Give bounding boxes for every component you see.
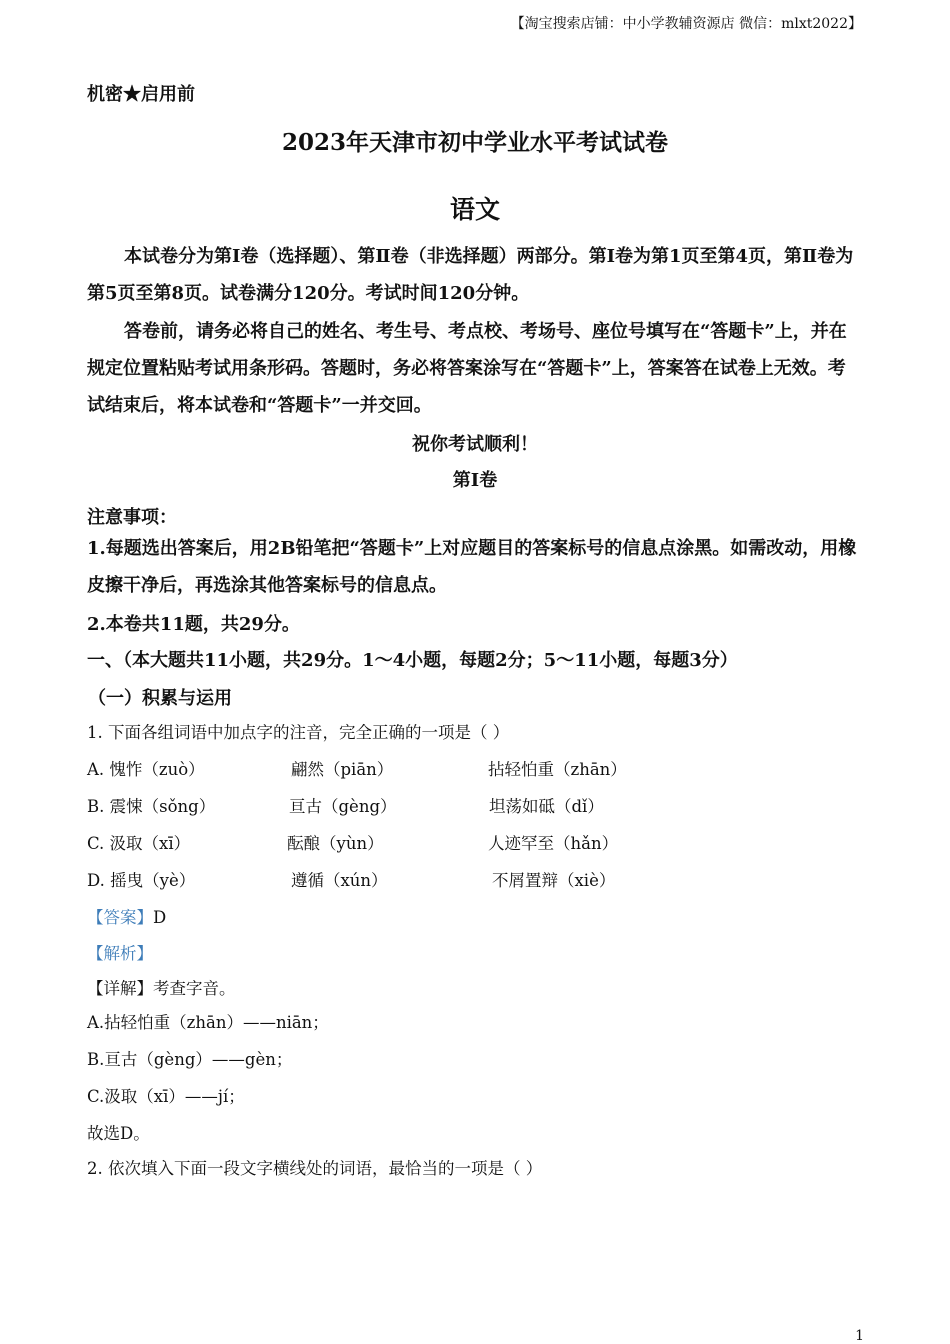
question-2-stem: 2. 依次填入下面一段文字横线处的词语，最恰当的一项是（ ） (87, 1159, 543, 1178)
option-c-word-1: C. 汲取（xī） (87, 834, 191, 853)
option-b-word-2: 亘古（gèng） (289, 797, 397, 816)
notice-item-1: 1.每题选出答案后，用2B铅笔把“答题卡”上对应题目的答案标号的信息点涂黑。如需改动，用橡皮擦干净后，再选涂其他答案标号的信息点。 (87, 538, 857, 596)
shop-header-note: 【淘宝搜索店铺：中小学教辅资源店 微信：mlxt2022】 (510, 16, 862, 32)
option-d-word-1: D. 摇曳（yè） (87, 871, 196, 890)
option-d-word-2: 遵循（xún） (291, 871, 388, 890)
conclusion-line: 故选D。 (87, 1124, 150, 1143)
option-b-word-3: 坦荡如砥（dǐ） (489, 797, 604, 816)
volume-heading: 第Ⅰ卷 (452, 470, 498, 491)
answer-line (87, 904, 166, 928)
exam-title: 2023年天津市初中学业水平考试试卷 (281, 129, 668, 156)
good-luck-line: 祝你考试顺利！ (412, 434, 538, 455)
explain-line-c: C.汲取（xī）——jí； (87, 1087, 245, 1106)
intro-paragraph-2: 答卷前，请务必将自己的姓名、考生号、考点校、考场号、座位号填写在“答题卡”上，并在规定位置粘贴考试用条形码。答题时，务必将答案涂写在“答题卡”上，答案答在试卷上无效。考试结束后，将本试卷和“答题卡”一并交回。 (87, 321, 847, 416)
option-c-word-3: 人迹罕至（hǎn） (488, 834, 619, 853)
option-a-word-1: A. 愧怍（zuò） (87, 760, 205, 779)
answer-value: D (153, 908, 167, 927)
detail-line: 【详解】考查字音。 (87, 979, 236, 998)
confidential-label: 机密★启用前 (87, 84, 195, 105)
section-heading: 一、（本大题共11小题，共29分。1～4小题，每题2分；5～11小题，每题3分） (87, 650, 738, 671)
analysis-tag: 【解析】 (87, 944, 153, 963)
option-d-word-3: 不屑置辩（xiè） (492, 871, 616, 890)
subsection-heading: （一）积累与运用 (88, 688, 232, 709)
option-b-word-1: B. 震悚（sǒng） (87, 797, 216, 816)
notice-title: 注意事项： (87, 507, 177, 528)
answer-tag: 【答案】 (87, 908, 153, 927)
question-1-stem: 1. 下面各组词语中加点字的注音，完全正确的一项是（ ） (87, 723, 510, 742)
page-number: 1 (855, 1328, 864, 1344)
notice-item-2: 2.本卷共11题，共29分。 (87, 614, 300, 635)
option-c-word-2: 酝酿（yùn） (287, 834, 384, 853)
subject-heading: 语文 (449, 195, 500, 224)
explain-line-b: B.亘古（gèng）——gèn； (87, 1050, 293, 1069)
option-a-word-2: 翩然（piān） (291, 760, 394, 779)
option-a-word-3: 拈轻怕重（zhān） (488, 760, 627, 779)
intro-paragraph-1: 本试卷分为第Ⅰ卷（选择题）、第Ⅱ卷（非选择题）两部分。第Ⅰ卷为第1页至第4页，第Ⅱ卷为第5页至第8页。试卷满分120分。考试时间120分钟。 (87, 246, 854, 304)
explain-line-a: A.拈轻怕重（zhān）——niān； (87, 1013, 329, 1032)
